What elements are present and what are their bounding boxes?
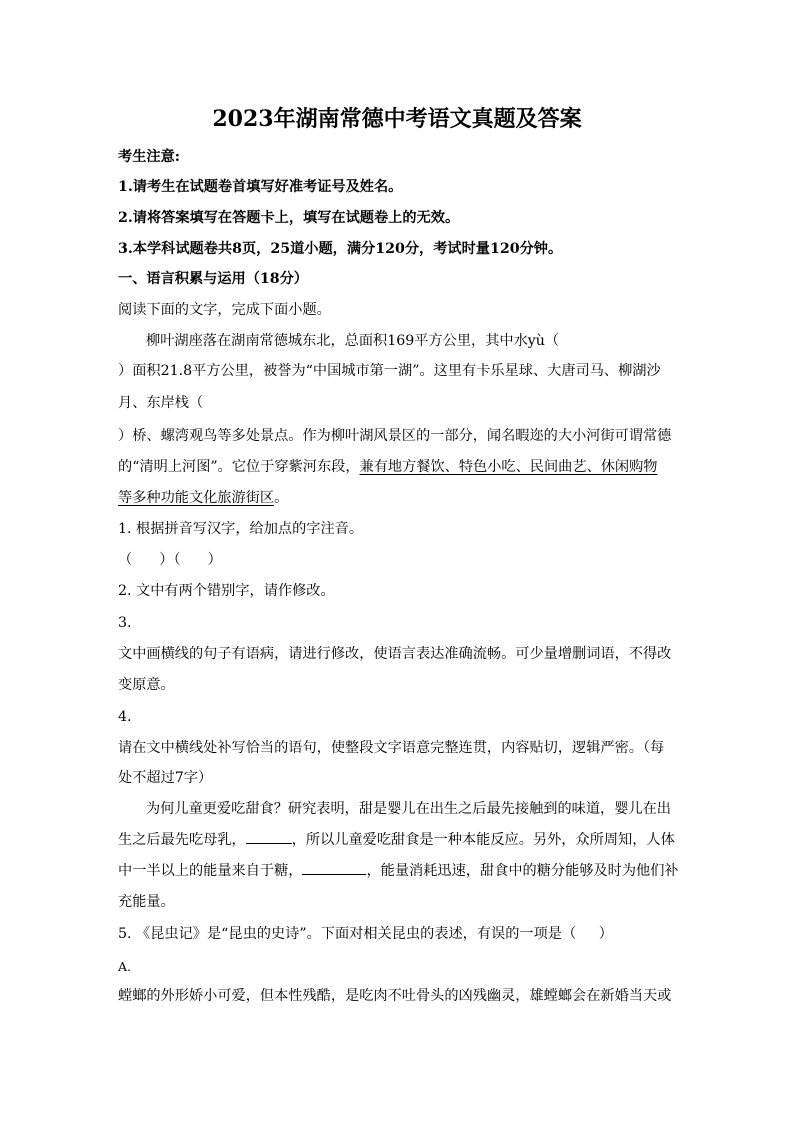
question-4-passage-line-3 [118, 860, 678, 882]
passage-line-6 [118, 487, 678, 509]
question-4-number: 4. [118, 709, 132, 725]
section-instruction: 阅读下面的文字，完成下面小题。 [118, 302, 331, 318]
question-4-line-2: 处不超过7字） [118, 770, 213, 786]
notice-heading: 考生注意: [118, 149, 180, 165]
passage-text: ，所以儿童爱吃甜食是一种本能反应。另外，众所周知，人体 [291, 832, 675, 848]
passage-line-3: 月、东岸栈（ [118, 395, 204, 411]
question-5-option-a-text: 螳螂的外形娇小可爱，但本性残酷，是吃肉不吐骨头的凶残幽灵，雄螳螂会在新婚当天或 [118, 988, 672, 1004]
passage-line-4: ）桥、螺湾观鸟等多处景点。作为柳叶湖风景区的一部分，闻名暇迩的大小河街可谓常德 [118, 428, 672, 444]
question-5-option-a-label: A. [118, 959, 132, 974]
underlined-sentence-part-1: 兼有地方餐饮、特色小吃、民间曲艺、休闲购物 [359, 459, 658, 475]
document-title: 2023年湖南常德中考语文真题及答案 [212, 106, 582, 132]
question-4-passage-line-2 [118, 829, 678, 851]
question-2: 2. 文中有两个错别字，请作修改。 [118, 583, 335, 599]
underlined-sentence-part-2: 等多种功能文化旅游街区 [118, 490, 275, 506]
passage-line-5 [118, 456, 678, 478]
passage-text: 生之后最先吃母乳， [118, 832, 246, 848]
question-1: 1. 根据拼音写汉字，给加点的字注音。 [118, 521, 364, 537]
passage-text: 。 [274, 490, 289, 506]
question-4-passage-line-1: 为何儿童更爱吃甜食？研究表明，甜是婴儿在出生之后最先接触到的味道，婴儿在出 [146, 801, 671, 817]
fill-blank-1[interactable] [246, 829, 292, 844]
section-heading: 一、语言积累与运用（18分） [118, 271, 308, 287]
passage-line-1: 柳叶湖座落在湖南常德城东北，总面积169平方公里，其中水yù（ [146, 333, 560, 349]
question-3-line-1: 文中画横线的句子有语病，请进行修改，使语言表达准确流畅。可少量增删词语，不得改 [118, 646, 672, 662]
passage-line-2: ）面积21.8平方公里，被誉为“中国城市第一湖”。这里有卡乐星球、大唐司马、柳湖沙 [118, 363, 661, 379]
question-3-line-2: 变原意。 [118, 677, 175, 693]
question-4-line-1: 请在文中横线处补写恰当的语句，使整段文字语意完整连贯，内容贴切，逻辑严密。（每 [118, 740, 665, 756]
question-5: 5. 《昆虫记》是“昆虫的史诗”。下面对相关昆虫的表述，有误的一项是（ ） [118, 926, 613, 942]
notice-item-1: 1.请考生在试题卷首填写好准考证号及姓名。 [118, 179, 403, 195]
question-3-number: 3. [118, 615, 132, 631]
passage-text: 中一半以上的能量来自于糖， [118, 863, 303, 879]
question-4-passage-line-4: 充能量。 [118, 894, 175, 910]
notice-item-2: 2.请将答案填写在答题卡上，填写在试题卷上的无效。 [118, 210, 460, 226]
fill-blank-2[interactable] [302, 860, 366, 875]
passage-text: 的“清明上河图”。它位于穿紫河东段， [118, 459, 360, 475]
passage-text: ，能量消耗迅速，甜食中的糖分能够及时为他们补 [366, 863, 679, 879]
question-1-answer-blanks: （ ）（ ） [118, 552, 222, 568]
notice-item-3: 3.本学科试题卷共8页，25道小题，满分120分，考试时量120分钟。 [118, 241, 563, 257]
